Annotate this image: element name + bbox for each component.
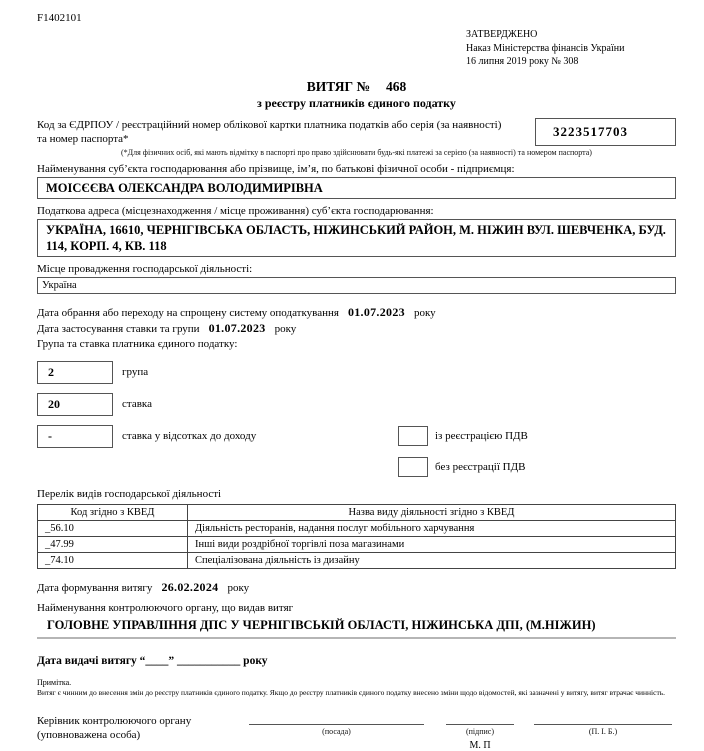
vat-with-registration-checkbox xyxy=(398,426,428,446)
rate-group-date-label: Дата застосування ставки та групи xyxy=(37,322,200,335)
vat-without-registration-row xyxy=(37,456,676,479)
signature-block xyxy=(37,714,676,751)
document-subtitle: з реєстру платників єдиного податку xyxy=(257,95,456,110)
form-code: F1402101 xyxy=(37,12,82,24)
year-word: року xyxy=(227,581,250,594)
business-place-label: Місце провадження господарської діяльності: xyxy=(37,262,253,275)
kved-code-cell: _56.10 xyxy=(38,520,188,536)
kved-table xyxy=(37,504,676,569)
simplified-system-date-line xyxy=(37,305,676,321)
vat-without-registration-label: без реєстрації ПДВ xyxy=(435,460,526,473)
rate-value-box: 20 xyxy=(37,393,113,416)
group-label: група xyxy=(122,366,149,378)
percent-rate-row xyxy=(37,425,676,448)
signature-sign-caption: (підпис) xyxy=(465,726,494,736)
vat-without-registration-checkbox xyxy=(398,457,428,477)
approved-line1: ЗАТВЕРДЖЕНО xyxy=(466,29,538,40)
stamp-place-label: М. П xyxy=(469,739,491,751)
year-word: року xyxy=(413,306,436,319)
rate-group-date-line xyxy=(37,321,676,337)
extract-formed-date-value: 26.02.2024 xyxy=(161,579,219,594)
edrpou-value-box: 3223517703 xyxy=(535,118,676,146)
issue-date-line: Дата видачі витягу “____” ___________ року xyxy=(37,654,268,667)
approved-block xyxy=(466,28,676,69)
kved-section-label: Перелік видів господарської діяльності xyxy=(37,487,222,500)
title-text: ВИТЯГ № xyxy=(306,78,371,94)
note-text: Витяг є чинним до внесення змін до реєстру платників єдиного податку. Якщо до реєстру платників єдиного податку внесено зміни щодо відомостей, які зазначені у витягу, витяг втрачає чинність. xyxy=(37,687,666,697)
taxpayer-name-box: МОІСЄЄВА ОЛЕКСАНДРА ВОЛОДИМИРІВНА xyxy=(37,177,676,199)
note-label: Примітка. xyxy=(37,677,72,687)
table-row xyxy=(38,520,676,536)
business-place-box: Україна xyxy=(37,277,676,294)
name-label: Найменування суб’єкта господарювання або прізвище, ім’я, по батькові фізичної особи - підприємця: xyxy=(37,162,515,175)
signature-head-line2: (уповноважена особа) xyxy=(37,728,141,741)
kved-name-header: Назва виду діяльності згідно з КВЕД xyxy=(188,504,676,520)
signature-position-caption: (посада) xyxy=(322,726,351,736)
passport-footnote: (*Для фізичних осіб, які мають відмітку в паспорті про право здійснювати будь-які платежі за серією (за наявності) та номером паспорта) xyxy=(121,147,592,157)
tax-address-box: УКРАЇНА, 16610, ЧЕРНІГІВСЬКА ОБЛАСТЬ, НІЖИНСЬКИЙ РАЙОН, М. НІЖИН ВУЛ. ШЕВЧЕНКА, БУД. 114, КОРП. 4, КВ. 118 xyxy=(37,219,676,257)
kved-name-cell: Діяльність ресторанів, надання послуг мобільного харчування xyxy=(188,520,676,536)
rate-row xyxy=(37,393,676,416)
signature-sign-column xyxy=(446,724,514,751)
extract-formed-date-label: Дата формування витягу xyxy=(37,581,153,594)
kved-code-header: Код згідно з КВЕД xyxy=(38,504,188,520)
kved-header-row xyxy=(38,504,676,520)
authority-name: ГОЛОВНЕ УПРАВЛІННЯ ДПС У ЧЕРНІГІВСЬКІЙ ОБЛАСТІ, НІЖИНСЬКА ДПІ, (М.НІЖИН) xyxy=(37,616,676,639)
signature-head-line1: Керівник контролюючого органу xyxy=(37,714,192,727)
extract-number: 468 xyxy=(386,78,407,94)
table-row xyxy=(38,536,676,552)
edrpou-label: Код за ЄДРПОУ / реєстраційний номер облікової картки платника податків або серія (за наявності) та номер паспорта* xyxy=(37,118,502,145)
signature-fullname-caption: (П. І. Б.) xyxy=(588,726,618,736)
kved-code-cell: _47.99 xyxy=(38,536,188,552)
rate-group-date-value: 01.07.2023 xyxy=(208,320,266,335)
group-row xyxy=(37,361,676,384)
kved-code-cell: _74.10 xyxy=(38,552,188,568)
signature-head xyxy=(37,714,249,751)
kved-name-cell: Інші види роздрібної торгівлі поза магазинами xyxy=(188,536,676,552)
authority-label: Найменування контролюючого органу, що видав витяг xyxy=(37,601,294,614)
address-label: Податкова адреса (місцезнаходження / місце проживання) суб’єкта господарювання: xyxy=(37,204,434,217)
approved-line2: Наказ Міністерства фінансів України xyxy=(466,42,625,54)
edrpou-section xyxy=(37,118,676,146)
signature-position-column xyxy=(249,724,424,751)
vat-with-registration-label: із реєстрацією ПДВ xyxy=(435,429,528,442)
extract-formed-date-line xyxy=(37,580,676,596)
document-title xyxy=(37,79,676,95)
year-word: року xyxy=(274,322,297,335)
approved-line3: 16 липня 2019 року № 308 xyxy=(466,56,579,67)
rate-label: ставка xyxy=(122,398,152,410)
percent-rate-label: ставка у відсотках до доходу xyxy=(122,430,257,442)
kved-name-cell: Спеціалізована діяльність із дизайну xyxy=(188,552,676,568)
group-value-box: 2 xyxy=(37,361,113,384)
signature-fullname-column xyxy=(534,724,672,751)
percent-rate-value-box: - xyxy=(37,425,113,448)
vat-without-registration-group xyxy=(398,457,525,477)
group-rate-section-label: Група та ставка платника єдиного податку: xyxy=(37,337,238,350)
simplified-system-date-label: Дата обрання або переходу на спрощену систему оподаткування xyxy=(37,306,339,319)
table-row xyxy=(38,552,676,568)
simplified-system-date-value: 01.07.2023 xyxy=(347,304,405,319)
vat-with-registration-group xyxy=(398,426,528,446)
